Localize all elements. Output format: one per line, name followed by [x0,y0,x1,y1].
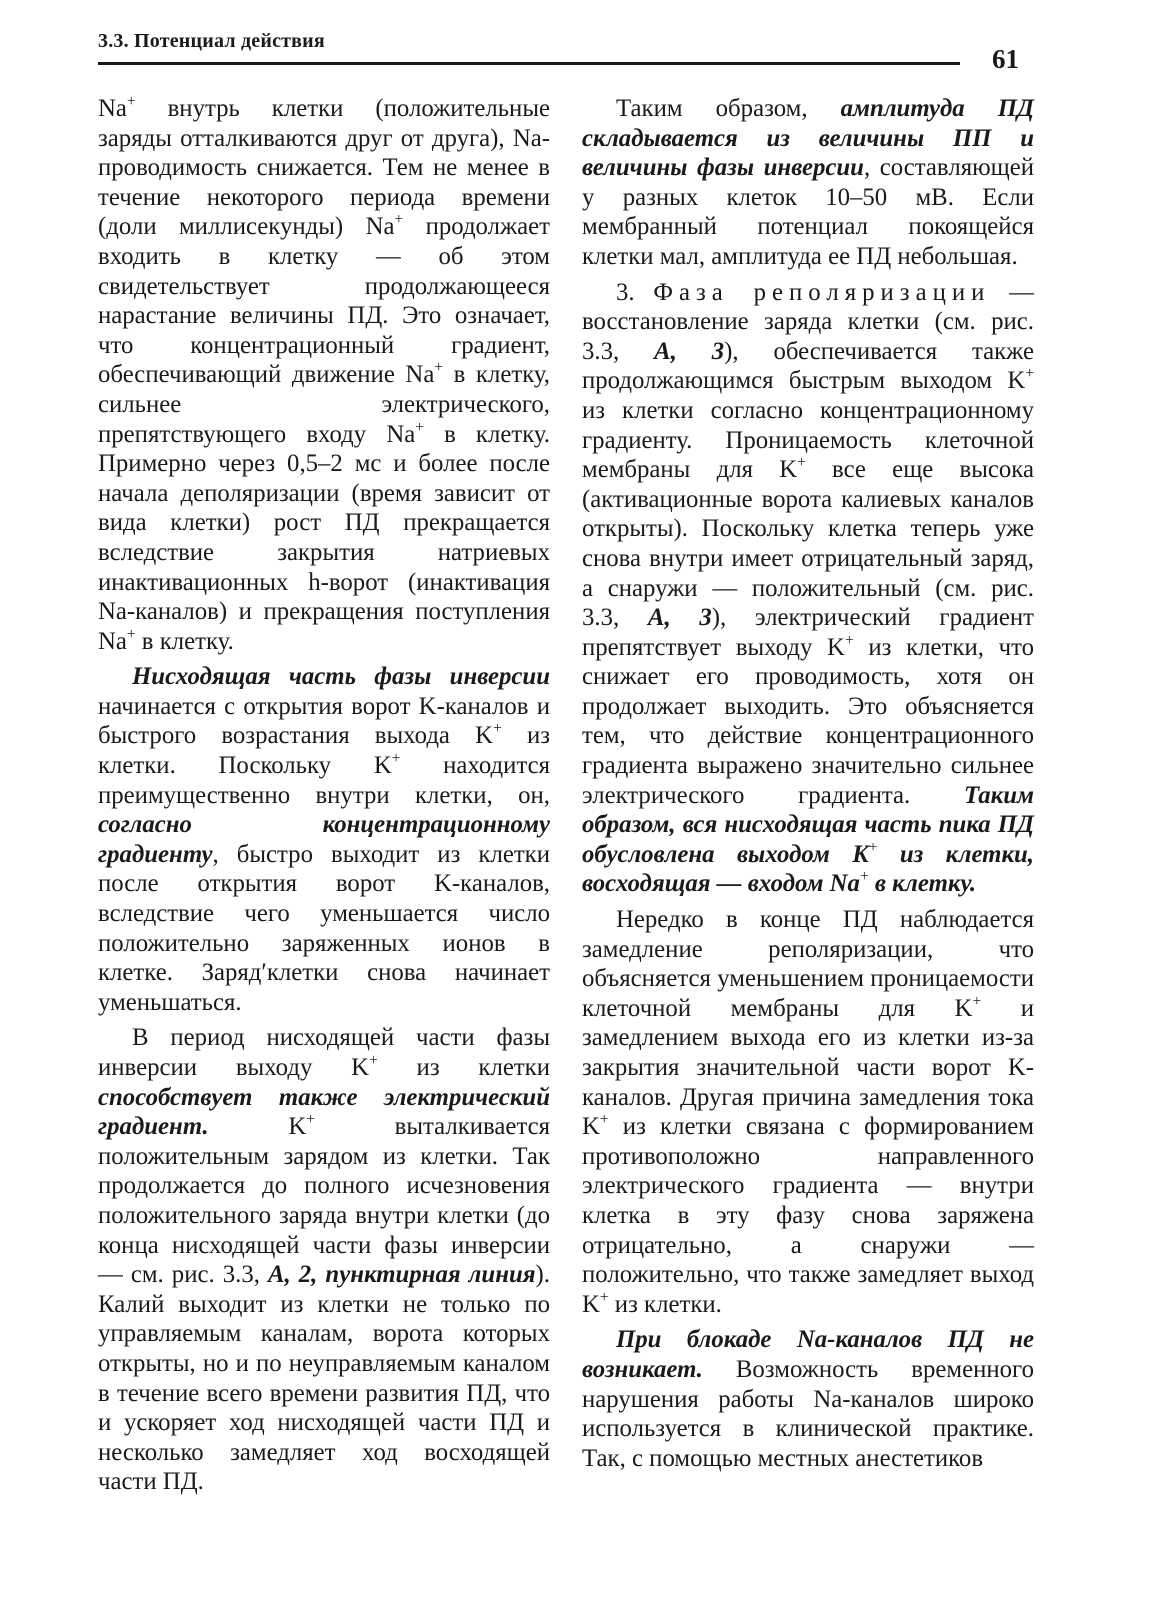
header-rule [98,62,960,65]
paragraph: Нисходящая часть фазы инверсии начинается с открытия ворот K-каналов и быстрого возрастания выхода K+ из клетки. Поскольку K+ находится преимущественно внутри клетки, он, согласно концентрационному градиенту, быстро выходит из клетки после открытия ворот K-каналов, вследствие чего уменьшается число положительно заряженных ионов в клетке. Заряд′клетки снова начинает уменьшаться. [98,663,551,1016]
paragraph: В период нисходящей части фазы инверсии выходу K+ из клетки способствует также электрический градиент. K+ выталкивается положительным зарядом из клетки. Так продолжается до полного исчезновения положительного заряда внутри клетки (до конца нисходящей части фазы инверсии — см. рис. 3.3, А, 2, пунктирная линия). Калий выходит из клетки не только по управляемым каналам, ворота которых открыты, но и по неуправляемым каналом в течение всего времени развития ПД, что и ускоряет ход нисходящей части ПД и несколько замедляет ход восходящей части ПД. [98,1024,550,1496]
running-head: 3.3. Потенциал действия [98,30,325,52]
paragraph: 3. Фаза реполяризации — восстановление заряда клетки (см. рис. 3.3, А, 3), обеспечивается также продолжающимся быстрым выходом K+ из клетки согласно концентрационному градиенту. Проницаемость клеточной мембраны для K+ все еще высока (активационные ворота калиевых каналов открыты). Поскольку клетка теперь уже снова внутри имеет отрицательный заряд, а снаружи — положительный (см. рис. 3.3, А, 3), электрический градиент препятствует выходу K+ из клетки, что снижает его проводимость, хотя он продолжает выходить. Это объясняется тем, что действие концентрационного градиента выражено значительно сильнее электрического градиента. Таким образом, вся нисходящая часть пика ПД обусловлена выходом K+ из клетки, восходящая — входом Na+ в клетку. [582,278,1035,898]
right-column [582,94,1034,1479]
paragraph: Таким образом, амплитуда ПД складывается из величины ПП и величины фазы инверсии, составляющей у разных клеток 10–50 мВ. Если мембранный потенциал покоящейся клетки мал, амплитуда ее ПД небольшая. [582,95,1034,270]
paragraph: Нередко в конце ПД наблюдается замедление реполяризации, что объясняется уменьшением проницаемости клеточной мембраны для K+ и замедлением выхода его из клетки из-за закрытия значительной части ворот K-каналов. Другая причина замедления тока K+ из клетки связана с формированием противоположно направленного электрического градиента — внутри клетка в эту фазу снова заряжена отрицательно, а снаружи — положительно, что также замедляет выход K+ из клетки. [582,906,1034,1318]
paragraph: При блокаде Na-каналов ПД не возникает. Возможность временного нарушения работы Na-каналов широко используется в клинической практике. Так, с помощью местных анестетиков [582,1326,1034,1472]
page-number: 61 [992,44,1019,74]
paragraph: Na+ внутрь клетки (положительные заряды отталкиваются друг от друга), Na-проводимость снижается. Тем не менее в течение некоторого периода времени (доли миллисекунды) Na+ продолжает входить в клетку — об этом свидетельствует продолжающееся нарастание величины ПД. Это означает, что концентрационный градиент, обеспечивающий движение Na+ в клетку, сильнее электрического, препятствующего входу Na+ в клетку. Примерно через 0,5–2 мс и более после начала деполяризации (время зависит от вида клетки) рост ПД прекращается вследствие закрытия натриевых инактивационных h-ворот (инактивация Na-каналов) и прекращения поступления Na+ в клетку. [98,92,551,655]
left-column [98,94,550,1503]
